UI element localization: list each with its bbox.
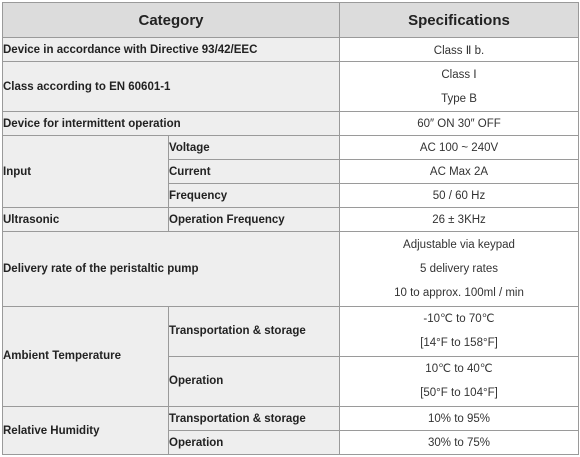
ambient-operation-celsius: 10℃ to 40℃ [425,363,493,376]
table-row [3,208,579,232]
voltage-value: AC 100 ~ 240V [340,136,579,160]
ambient-transport-label: Transportation & storage [169,306,340,356]
category-header: Category [3,3,340,38]
ambient-transport-values [340,306,579,356]
table-row [3,232,579,307]
ambient-label: Ambient Temperature [3,306,169,406]
delivery-value-1: Adjustable via keypad [403,238,515,251]
humidity-operation-value: 30% to 75% [340,431,579,455]
humidity-transport-value: 10% to 95% [340,407,579,431]
table-row [3,407,579,431]
table-row [3,306,579,356]
delivery-values [340,232,579,307]
delivery-value-3: 10 to approx. 100ml / min [394,286,524,299]
directive-label: Device in accordance with Directive 93/42/EEC [3,38,340,62]
humidity-transport-label: Transportation & storage [169,407,340,431]
class-en-value-1: Class Ⅰ [441,68,477,81]
frequency-value: 50 / 60 Hz [340,184,579,208]
intermittent-label: Device for intermittent operation [3,112,340,136]
delivery-label: Delivery rate of the peristaltic pump [3,232,340,307]
ambient-operation-fahrenheit: [50°F to 104°F] [420,387,498,400]
ambient-operation-values [340,356,579,406]
table-row [3,62,579,112]
current-label: Current [169,160,340,184]
delivery-value-2: 5 delivery rates [420,262,498,275]
ultrasonic-label: Ultrasonic [3,208,169,232]
humidity-label: Relative Humidity [3,407,169,455]
operation-frequency-label: Operation Frequency [169,208,340,232]
specifications-table [2,2,579,455]
voltage-label: Voltage [169,136,340,160]
operation-frequency-value: 26 ± 3KHz [340,208,579,232]
table-row [3,136,579,160]
table-row [3,38,579,62]
class-en-values [340,62,579,112]
input-label: Input [3,136,169,208]
ambient-transport-fahrenheit: [14°F to 158°F] [420,337,498,350]
current-value: AC Max 2A [340,160,579,184]
humidity-operation-label: Operation [169,431,340,455]
ambient-transport-celsius: -10℃ to 70℃ [423,313,495,326]
specifications-header: Specifications [340,3,579,38]
intermittent-value: 60″ ON 30″ OFF [340,112,579,136]
class-en-label: Class according to EN 60601-1 [3,62,340,112]
directive-value: Class Ⅱ b. [340,38,579,62]
class-en-value-2: Type B [441,92,477,105]
frequency-label: Frequency [169,184,340,208]
table-row [3,112,579,136]
ambient-operation-label: Operation [169,356,340,406]
